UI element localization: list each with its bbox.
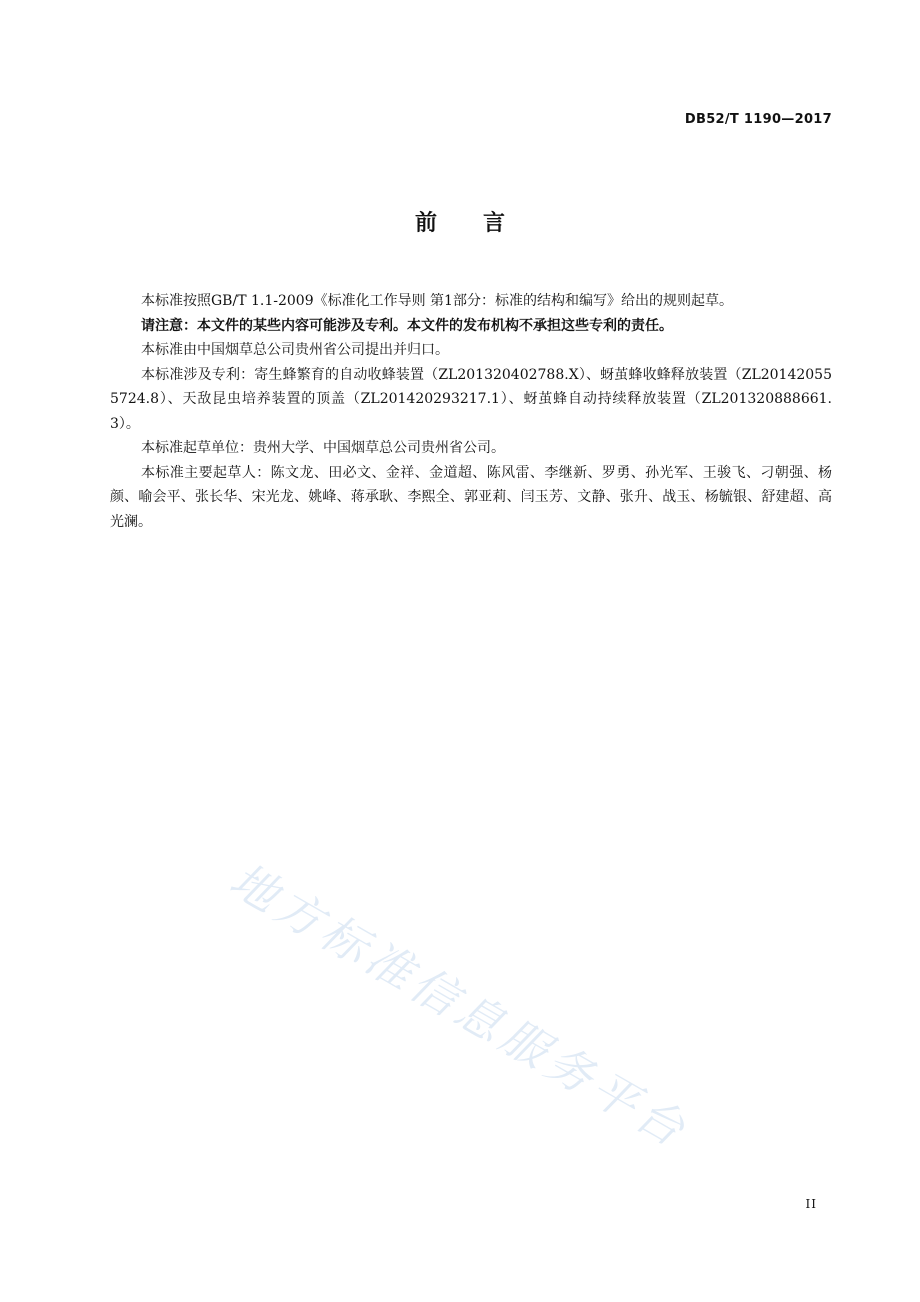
paragraph-drafters: 本标准主要起草人：陈文龙、田必文、金祥、金道超、陈风雷、李继新、罗勇、孙光军、王骏飞、刁朝强、杨颜、喻会平、张长华、宋光龙、姚峰、蒋承耿、李熙全、郭亚莉、闫玉芳、文静、张升、战玉、杨毓银、舒建超、高光澜。 [110,464,832,530]
title-char-2: 言 [483,211,506,236]
foreword-body [110,289,832,534]
document-code: DB52/T 1190—2017 [684,112,832,127]
paragraph-proposer: 本标准由中国烟草总公司贵州省公司提出并归口。 [141,342,449,358]
paragraph-drafting-units: 本标准起草单位：贵州大学、中国烟草总公司贵州省公司。 [141,440,505,456]
page-title [0,206,920,237]
paragraph-drafting-rules: 本标准按照GB/T 1.1-2009《标准化工作导则 第1部分：标准的结构和编写》给出的规则起草。 [141,293,733,309]
page-number: II [805,1197,817,1211]
paragraph-patent-notice: 请注意：本文件的某些内容可能涉及专利。本文件的发布机构不承担这些专利的责任。 [141,317,673,334]
title-char-1: 前 [414,211,437,236]
paragraph-patents: 本标准涉及专利：寄生蜂繁育的自动收蜂装置（ZL201320402788.X）、蚜茧蜂收蜂释放装置（ZL201420555724.8）、天敌昆虫培养装置的顶盖（ZL201420293217.1）、蚜茧蜂自动持续释放装置（ZL201320888661.3）。 [110,366,832,432]
watermark-text: 地方标准信息服务平台 [221,852,699,1159]
